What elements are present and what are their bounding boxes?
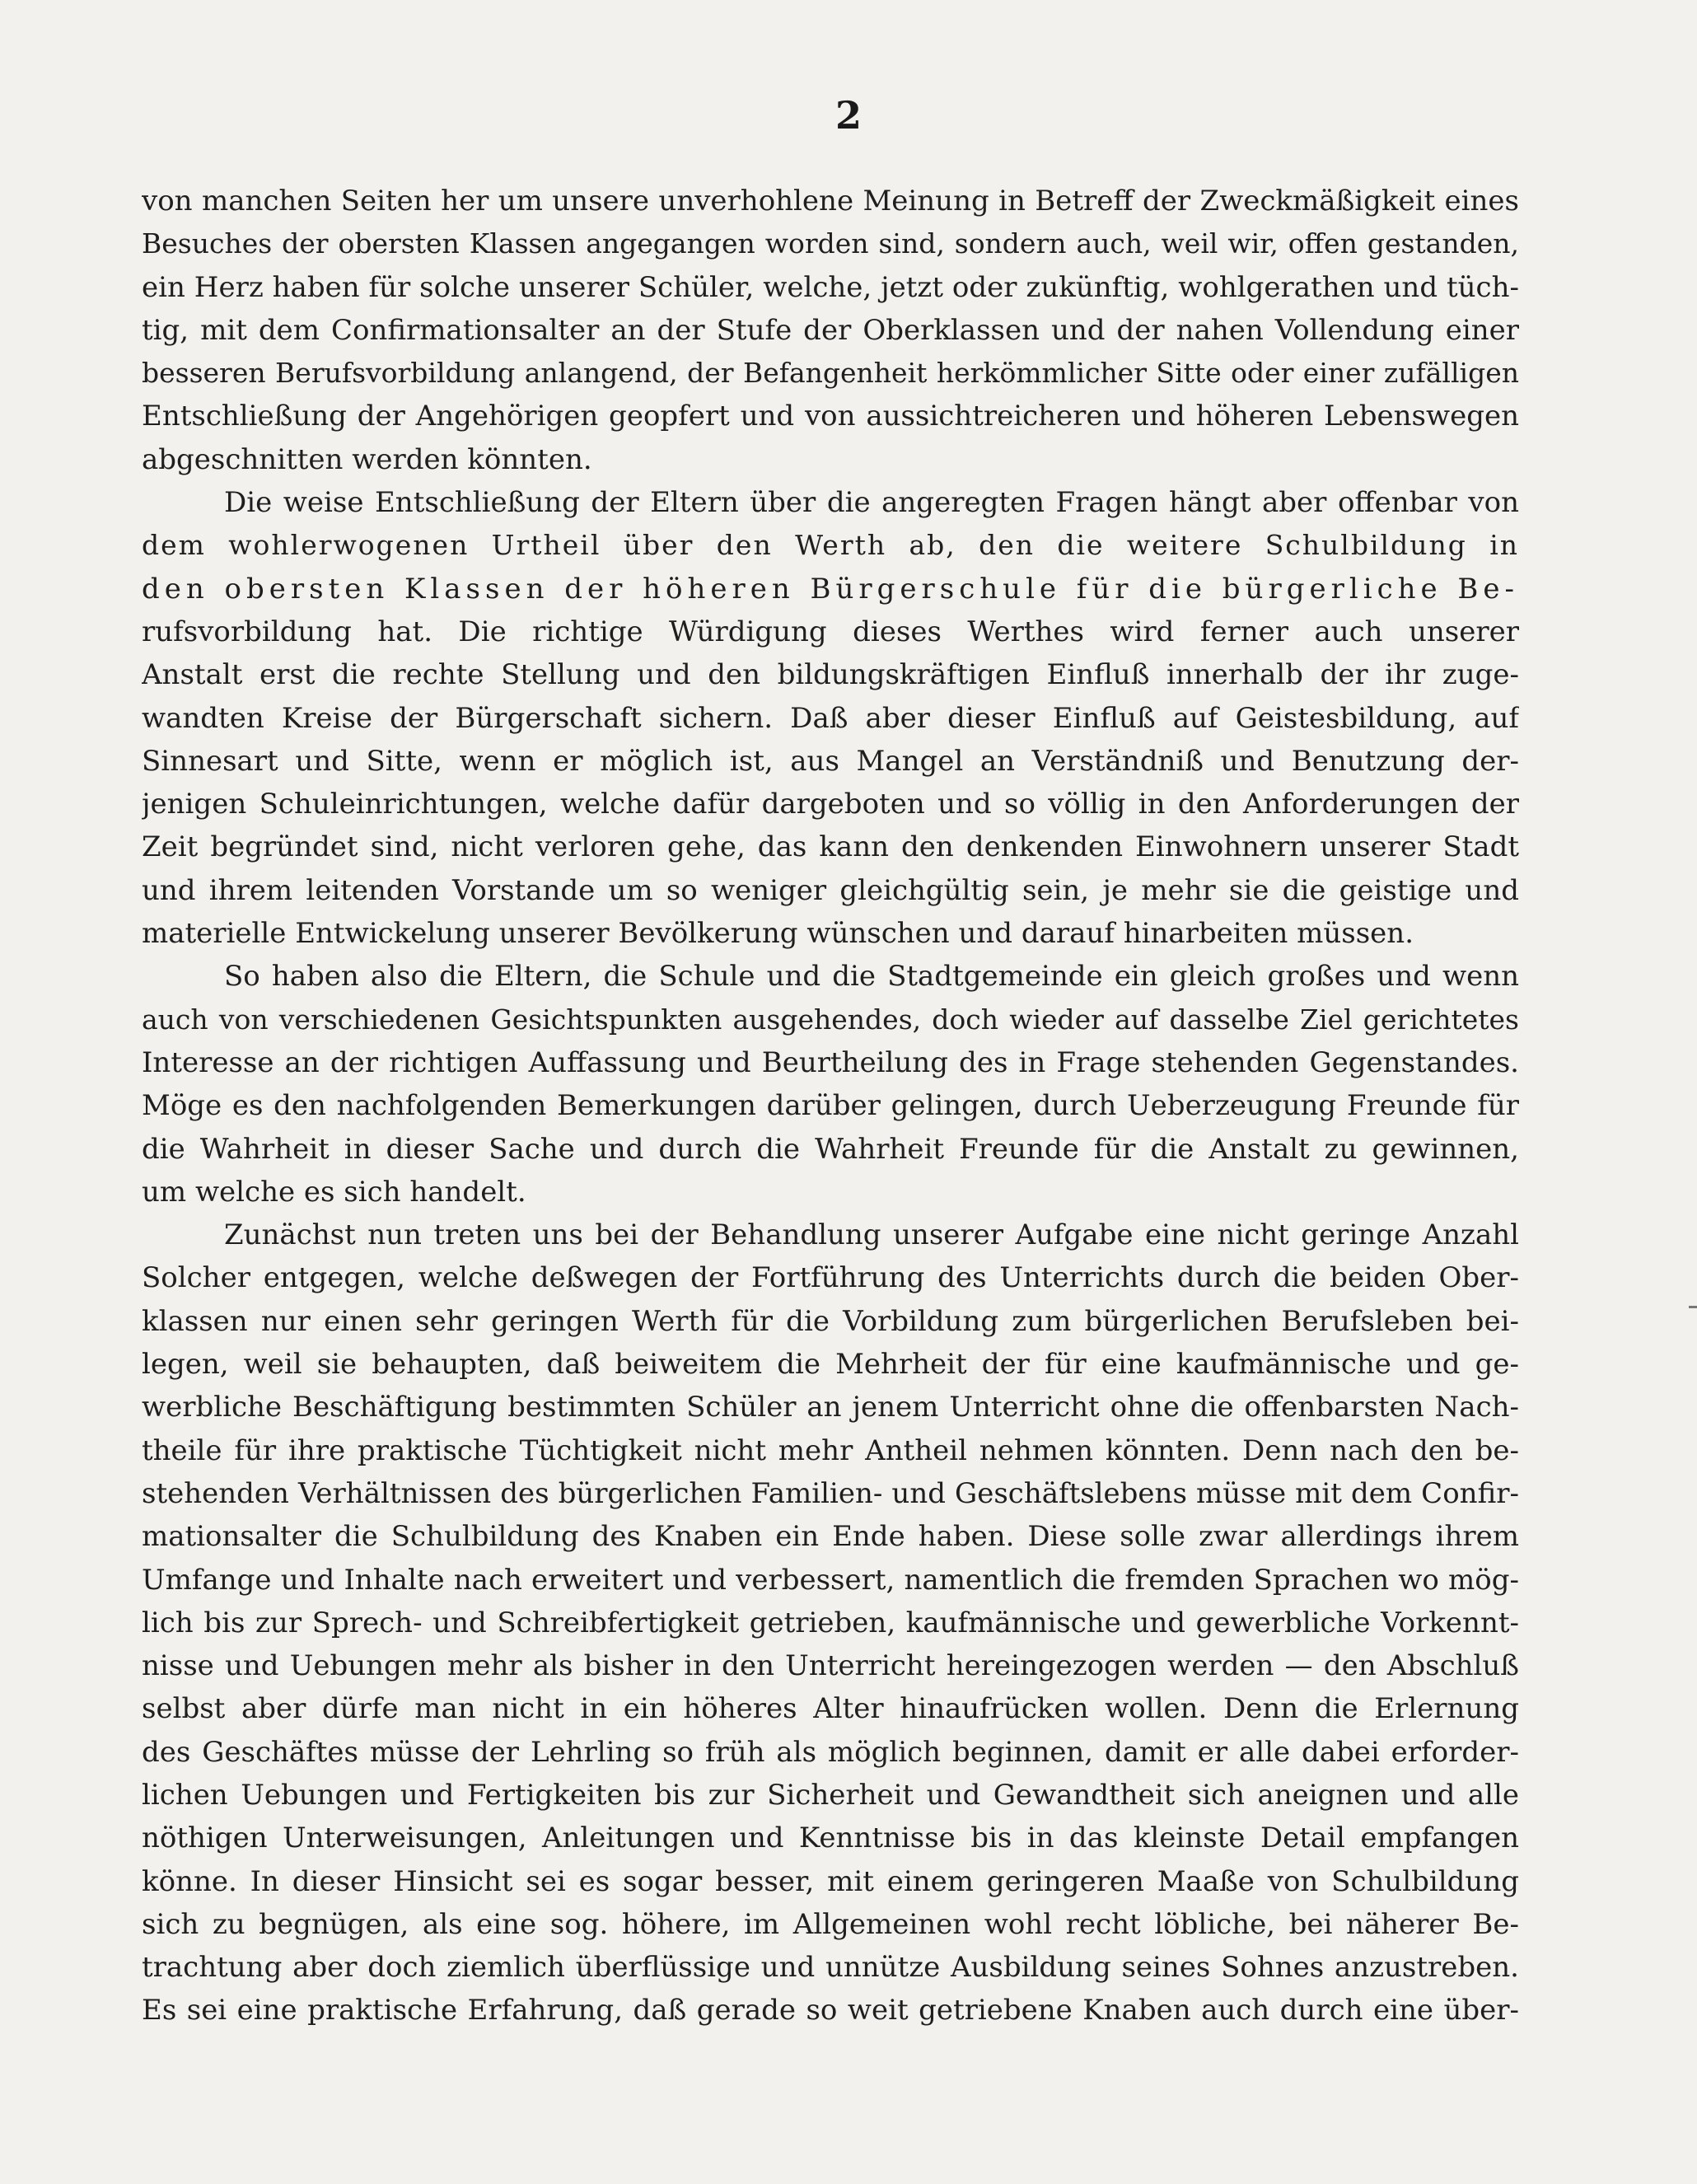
text-line: Anstalt erst die rechte Stellung und den bildungskräftigen Einfluß innerhalb der ihr zuge- bbox=[142, 658, 1519, 692]
text-line: mationsalter die Schulbildung des Knaben ein Ende haben. Diese solle zwar allerdings ihrem bbox=[142, 1520, 1519, 1554]
text-line: auch von verschiedenen Gesichtspunkten ausgehendes, doch wieder auf dasselbe Ziel gerichtetes bbox=[142, 1003, 1519, 1036]
text-line: legen, weil sie behaupten, daß beiweitem die Mehrheit der für eine kaufmännische und ge- bbox=[142, 1348, 1519, 1382]
text-line: sich zu begnügen, als eine sog. höhere, im Allgemeinen wohl recht löbliche, bei näherer Be- bbox=[142, 1907, 1519, 1941]
text-line: und ihrem leitenden Vorstande um so weniger gleichgültig sein, je mehr sie die geistige und bbox=[142, 873, 1519, 907]
paragraph-start-line: Zunächst nun treten uns bei der Behandlung unserer Aufgabe eine nicht geringe Anzahl bbox=[224, 1218, 1519, 1252]
text-line: materielle Entwickelung unserer Bevölkerung wünschen und darauf hinarbeiten müssen. bbox=[142, 917, 1414, 951]
text-line: Es sei eine praktische Erfahrung, daß gerade so weit getriebene Knaben auch durch eine über- bbox=[142, 1994, 1519, 2027]
text-line: rufsvorbildung hat. Die richtige Würdigung dieses Werthes wird ferner auch unserer bbox=[142, 615, 1519, 648]
text-line: dem wohlerwogenen Urtheil über den Werth ab, den die weitere Schulbildung in bbox=[142, 529, 1519, 562]
text-line: selbst aber dürfe man nicht in ein höheres Alter hinaufrücken wollen. Denn die Erlernung bbox=[142, 1692, 1519, 1726]
text-line: trachtung aber doch ziemlich überflüssige und unnütze Ausbildung seines Sohnes anzustreben. bbox=[142, 1951, 1519, 1985]
text-line: nisse und Uebungen mehr als bisher in den Unterricht hereingezogen werden — den Abschluß bbox=[142, 1649, 1519, 1683]
text-line: von manchen Seiten her um unsere unverhohlene Meinung in Betreff der Zweckmäßigkeit eines bbox=[142, 185, 1519, 217]
text-line: könne. In dieser Hinsicht sei es sogar besser, mit einem geringeren Maaße von Schulbildung bbox=[142, 1864, 1519, 1898]
text-line: Interesse an der richtigen Auffassung und Beurtheilung des in Frage stehenden Gegenstandes. bbox=[142, 1045, 1519, 1079]
text-line: Möge es den nachfolgenden Bemerkungen darüber gelingen, durch Ueberzeugung Freunde für bbox=[142, 1089, 1519, 1123]
text-line: Besuches der obersten Klassen angegangen worden sind, sondern auch, weil wir, offen gestanden, bbox=[142, 227, 1519, 260]
text-line: nöthigen Unterweisungen, Anleitungen und Kenntnisse bis in das kleinste Detail empfangen bbox=[142, 1822, 1519, 1855]
paragraph-start-line: So haben also die Eltern, die Schule und die Stadtgemeinde ein gleich großes und wenn bbox=[224, 960, 1519, 994]
text-line: Umfange und Inhalte nach erweitert und verbessert, namentlich die fremden Sprachen wo mög- bbox=[142, 1563, 1519, 1597]
text-line: lichen Uebungen und Fertigkeiten bis zur Sicherheit und Gewandtheit sich aneignen und alle bbox=[142, 1778, 1519, 1812]
text-line: theile für ihre praktische Tüchtigkeit nicht mehr Antheil nehmen könnten. Denn nach den be- bbox=[142, 1433, 1519, 1467]
text-line: Solcher entgegen, welche deßwegen der Fortführung des Unterrichts durch die beiden Ober- bbox=[142, 1261, 1519, 1295]
margin-mark bbox=[1689, 1306, 1697, 1308]
text-line: abgeschnitten werden könnten. bbox=[142, 442, 592, 476]
body-text bbox=[142, 180, 1519, 2032]
text-line: besseren Berufsvorbildung anlangend, der Befangenheit herkömmlicher Sitte oder einer zufälligen bbox=[142, 357, 1519, 390]
text-line: stehenden Verhältnissen des bürgerlichen Familien- und Geschäftslebens müsse mit dem Confir- bbox=[142, 1476, 1519, 1510]
text-line: den obersten Klassen der höheren Bürgerschule für die bürgerliche Be- bbox=[142, 572, 1519, 606]
text-line: lich bis zur Sprech- und Schreibfertigkeit getrieben, kaufmännische und gewerbliche Vorkennt- bbox=[142, 1606, 1519, 1639]
page-number: 2 bbox=[834, 93, 862, 138]
text-line: des Geschäftes müsse der Lehrling so früh als möglich beginnen, damit er alle dabei erforder- bbox=[142, 1735, 1519, 1769]
text-line: Sinnesart und Sitte, wenn er möglich ist, aus Mangel an Verständniß und Benutzung der- bbox=[142, 744, 1519, 778]
text-line: Entschließung der Angehörigen geopfert und von aussichtreicheren und höheren Lebenswegen bbox=[142, 400, 1519, 433]
text-line: um welche es sich handelt. bbox=[142, 1175, 526, 1209]
paragraph-start-line: Die weise Entschließung der Eltern über die angeregten Fragen hängt aber offenbar von bbox=[224, 486, 1519, 520]
text-line: jenigen Schuleinrichtungen, welche dafür dargeboten und so völlig in den Anforderungen der bbox=[142, 788, 1519, 821]
text-line: klassen nur einen sehr geringen Werth für die Vorbildung zum bürgerlichen Berufsleben bei- bbox=[142, 1304, 1519, 1338]
text-line: tig, mit dem Confirmationsalter an der Stufe der Oberklassen und der nahen Vollendung einer bbox=[142, 313, 1519, 347]
text-line: wandten Kreise der Bürgerschaft sichern. Daß aber dieser Einfluß auf Geistesbildung, auf bbox=[142, 701, 1519, 735]
text-line: ein Herz haben für solche unserer Schüler, welche, jetzt oder zukünftig, wohlgerathen und tüch- bbox=[142, 270, 1519, 304]
text-line: Zeit begründet sind, nicht verloren gehe, das kann den denkenden Einwohnern unserer Stadt bbox=[142, 830, 1519, 864]
text-line: werbliche Beschäftigung bestimmten Schüler an jenem Unterricht ohne die offenbarsten Nach- bbox=[142, 1391, 1519, 1424]
text-line: die Wahrheit in dieser Sache und durch die Wahrheit Freunde für die Anstalt zu gewinnen, bbox=[142, 1132, 1519, 1166]
